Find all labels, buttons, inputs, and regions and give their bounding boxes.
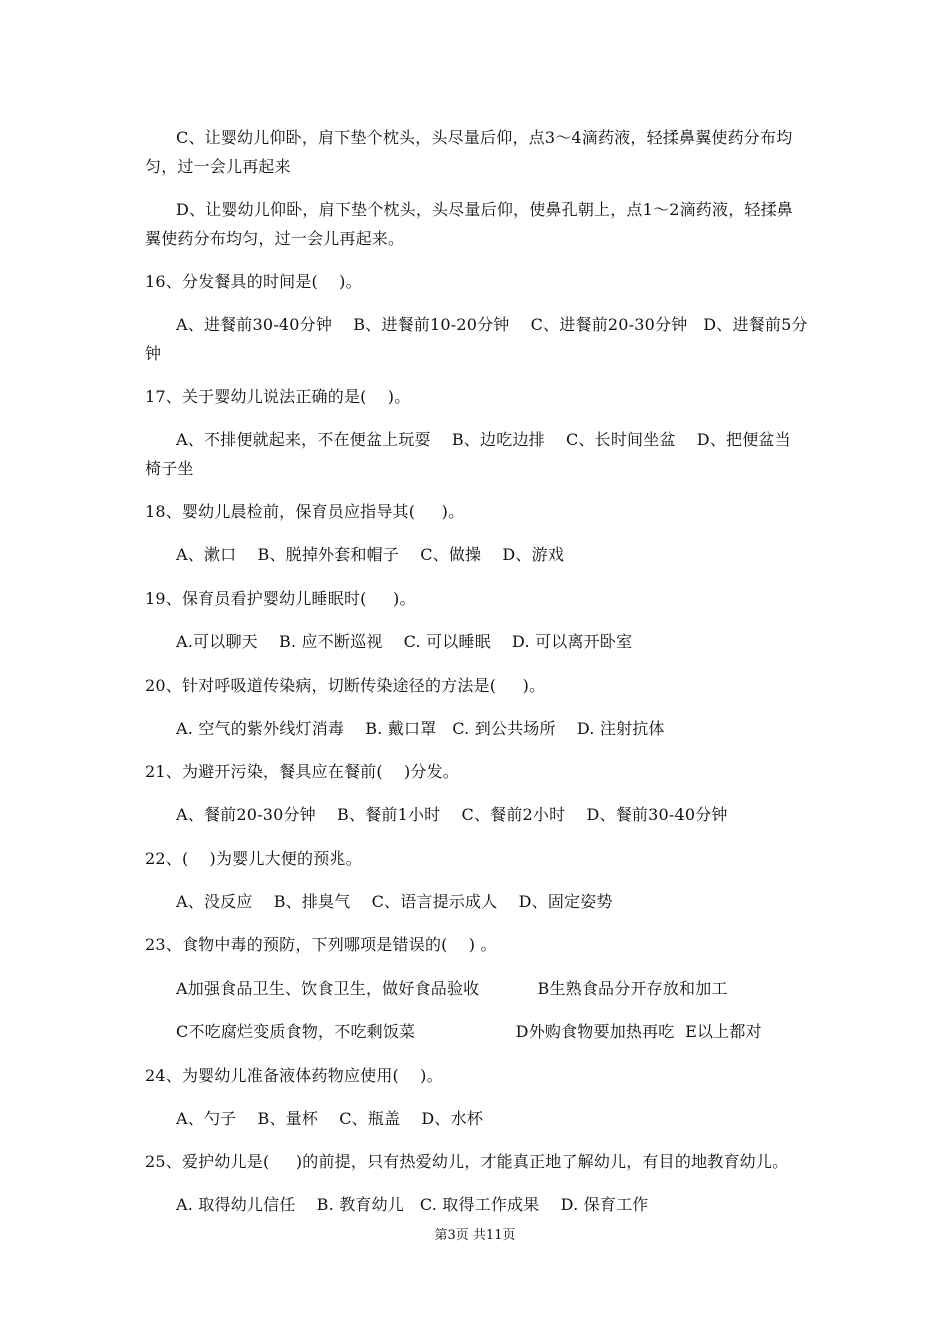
- options-17-line2: 椅子坐: [145, 459, 194, 478]
- question-25: 25、爱护幼儿是( )的前提，只有热爱幼儿，才能真正地了解幼儿，有目的地教育幼儿。: [145, 1152, 789, 1171]
- options-21: A、餐前20-30分钟 B、餐前1小时 C、餐前2小时 D、餐前30-40分钟: [176, 805, 728, 824]
- question-19: 19、保育员看护婴幼儿睡眠时( )。: [145, 589, 416, 608]
- question-21: 21、为避开污染，餐具应在餐前( )分发。: [145, 762, 459, 781]
- options-20: A. 空气的紫外线灯消毒 B. 戴口罩 C. 到公共场所 D. 注射抗体: [176, 719, 665, 738]
- options-23-line2: C不吃腐烂变质食物，不吃剩饭菜 D外购食物要加热再吃 E以上都对: [176, 1022, 762, 1041]
- options-18: A、漱口 B、脱掉外套和帽子 C、做操 D、游戏: [176, 545, 565, 564]
- question-16: 16、分发餐具的时间是( )。: [145, 272, 362, 291]
- option-15c-line1: C、让婴幼儿仰卧，肩下垫个枕头，头尽量后仰，点3～4滴药液，轻揉鼻翼使药分布均: [176, 128, 793, 147]
- options-22: A、没反应 B、排臭气 C、语言提示成人 D、固定姿势: [176, 892, 613, 911]
- option-15d-line2: 翼使药分布均匀，过一会儿再起来。: [145, 229, 405, 248]
- option-15c-line2: 匀，过一会儿再起来: [145, 157, 291, 176]
- question-23: 23、食物中毒的预防，下列哪项是错误的( ) 。: [145, 935, 497, 954]
- question-24: 24、为婴幼儿准备液体药物应使用( )。: [145, 1066, 443, 1085]
- question-18: 18、婴幼儿晨检前，保育员应指导其( )。: [145, 502, 465, 521]
- option-15d-line1: D、让婴幼儿仰卧，肩下垫个枕头，头尽量后仰，使鼻孔朝上，点1～2滴药液，轻揉鼻: [176, 200, 793, 219]
- question-22: 22、( )为婴儿大便的预兆。: [145, 849, 362, 868]
- page-footer: 第3页 共11页: [434, 1228, 516, 1243]
- question-20: 20、针对呼吸道传染病，切断传染途径的方法是( )。: [145, 676, 546, 695]
- question-17: 17、关于婴幼儿说法正确的是( )。: [145, 387, 411, 406]
- options-25: A. 取得幼儿信任 B. 教育幼儿 C. 取得工作成果 D. 保育工作: [176, 1195, 649, 1214]
- options-23-line1: A加强食品卫生、饮食卫生，做好食品验收 B生熟食品分开存放和加工: [176, 979, 728, 998]
- options-24: A、勺子 B、量杯 C、瓶盖 D、水杯: [176, 1109, 484, 1128]
- options-16-line1: A、进餐前30-40分钟 B、进餐前10-20分钟 C、进餐前20-30分钟 D、进餐前5分: [176, 315, 808, 334]
- options-17-line1: A、不排便就起来，不在便盆上玩耍 B、边吃边排 C、长时间坐盆 D、把便盆当: [176, 430, 791, 449]
- options-16-line2: 钟: [145, 344, 162, 363]
- options-19: A.可以聊天 B. 应不断巡视 C. 可以睡眠 D. 可以离开卧室: [176, 632, 633, 651]
